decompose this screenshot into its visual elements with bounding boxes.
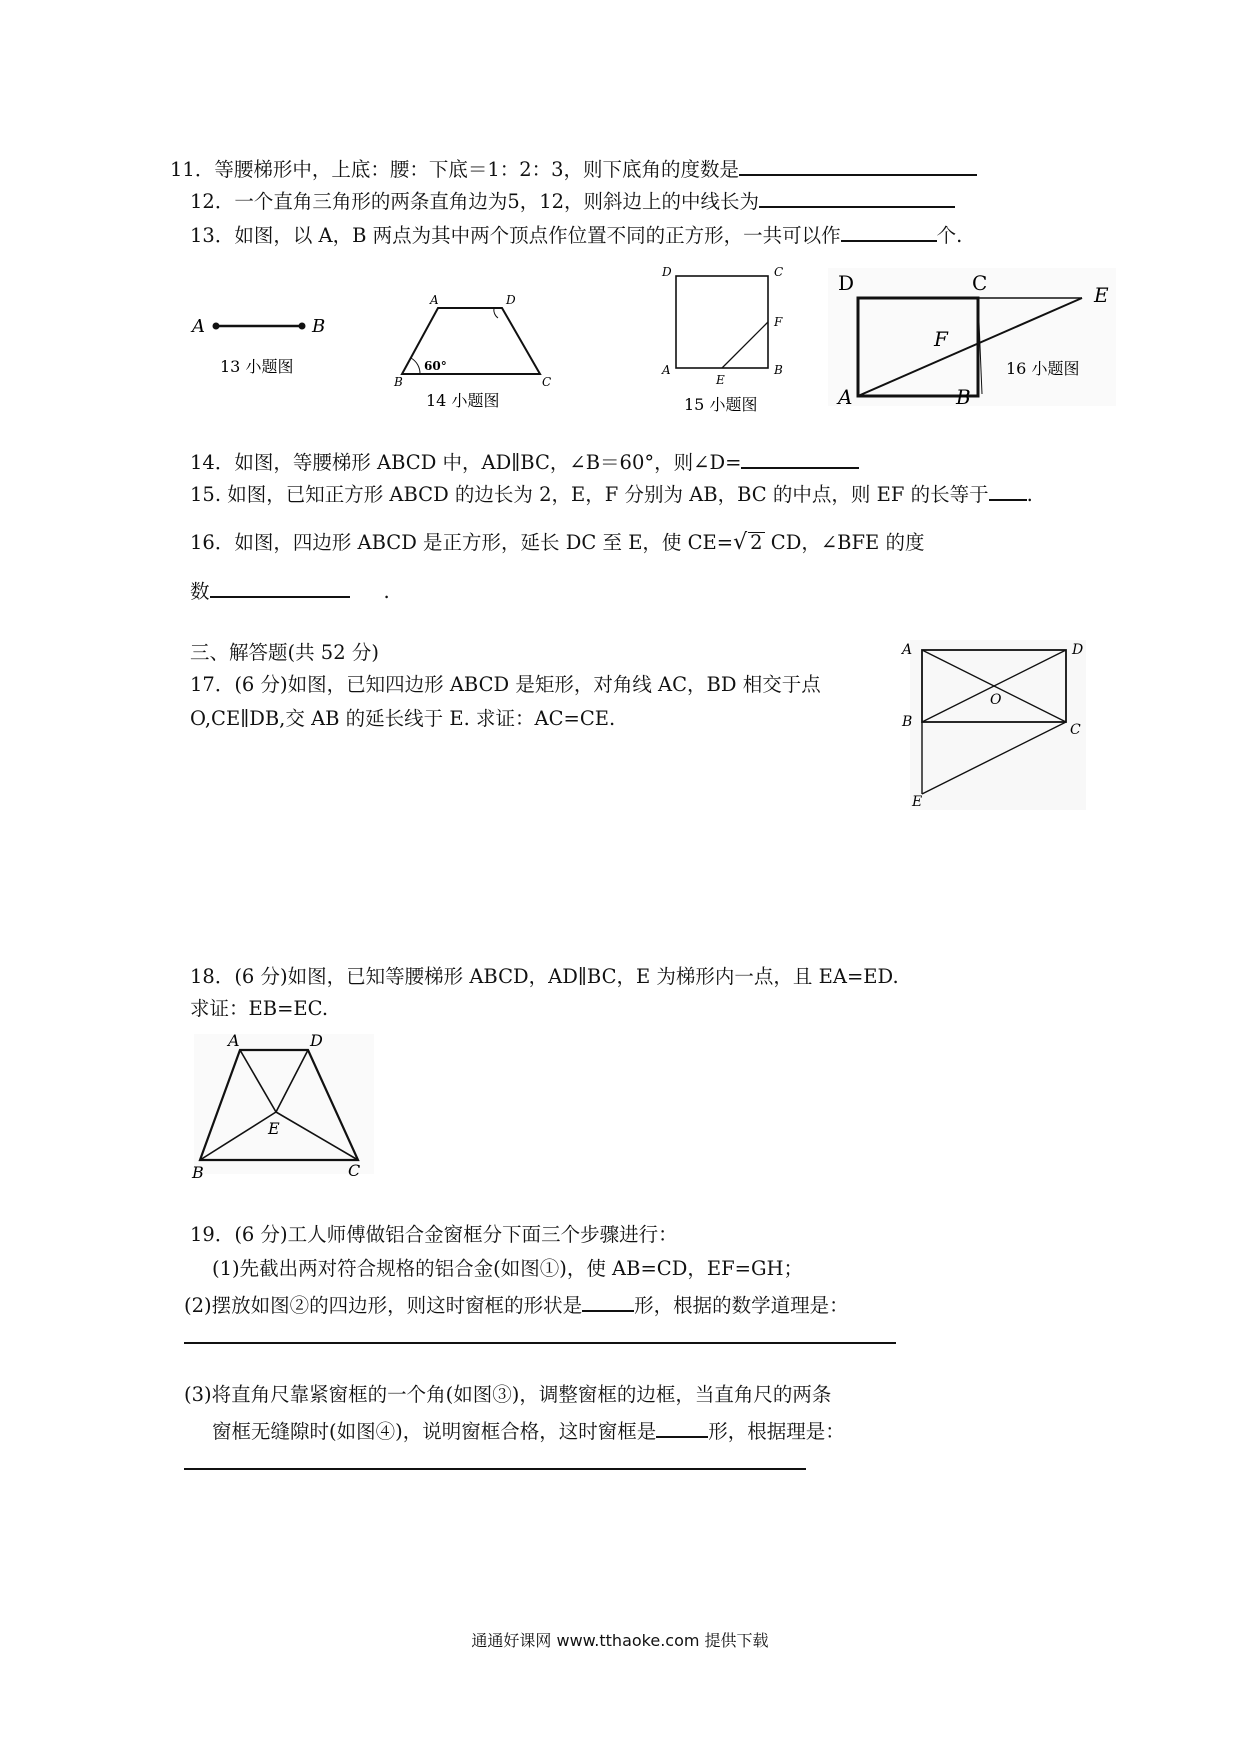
question-12-text: 12．一个直角三角形的两条直角边为5，12，则斜边上的中线长为: [190, 190, 760, 213]
fig17-label-a: A: [902, 642, 913, 658]
question-18-line-2: 求证：EB=EC.: [190, 997, 329, 1020]
answer-blank-12: [759, 186, 955, 208]
fig15-label-a: A: [662, 363, 671, 377]
fig16-label-c: C: [972, 271, 988, 295]
fig18-label-b: B: [192, 1163, 204, 1180]
question-17-line-2: O,CE∥DB,交 AB 的延长线于 E. 求证：AC=CE.: [190, 707, 616, 730]
fig15-label-b: B: [774, 363, 783, 377]
question-16-text: 16．如图，四边形 ABCD 是正方形，延长 DC 至 E，使 CE=: [190, 531, 734, 554]
fig15-caption: 15 小题图: [684, 395, 758, 414]
answer-line-19-reason-2: [184, 1468, 806, 1470]
fig15-label-e: E: [716, 373, 725, 387]
question-17-line-1: 17．(6 分)如图，已知四边形 ABCD 是矩形，对角线 AC，BD 相交于点: [190, 673, 821, 696]
fig16-label-e: E: [1094, 283, 1109, 307]
fig16-label-d: D: [838, 271, 855, 295]
figure-15: [656, 262, 806, 422]
fig16-label-f: F: [934, 327, 948, 351]
fig14-angle: 60°: [424, 359, 447, 373]
question-13-text: 13．如图，以 A，B 两点为其中两个顶点作位置不同的正方形，一共可以作: [190, 224, 841, 247]
answer-blank-19-shape-1: [582, 1290, 634, 1312]
question-19-line-4: (3)将直角尺靠紧窗框的一个角(如图③)，调整窗框的边框，当直角尺的两条: [184, 1383, 832, 1406]
fig18-label-c: C: [348, 1161, 361, 1180]
question-12: [190, 186, 955, 215]
fig17-label-b: B: [902, 714, 913, 730]
figure-13: [188, 310, 348, 380]
answer-blank-13: [841, 220, 937, 242]
question-19-line-2: (1)先截出两对符合规格的铝合金(如图①)，使 AB=CD，EF=GH；: [212, 1257, 804, 1280]
question-18-line-1: 18．(6 分)如图，已知等腰梯形 ABCD，AD∥BC，E 为梯形内一点，且 EA=ED.: [190, 965, 899, 988]
fig18-label-d: D: [310, 1031, 323, 1050]
question-16-sqrt: 2: [750, 531, 763, 554]
question-19-line-5-b: 形，根据理是：: [708, 1420, 845, 1443]
fig16-label-a: A: [838, 385, 853, 409]
fig18-label-a: A: [228, 1031, 240, 1050]
question-15-suffix: .: [1026, 483, 1033, 506]
fig13-label-a: A: [192, 316, 205, 337]
section-3-title: 三、解答题(共 52 分): [190, 641, 379, 664]
page-footer: 通通好课网 www.tthaoke.com 提供下载: [471, 1631, 769, 1650]
fig14-label-b: B: [394, 375, 403, 389]
figure-18: [188, 1030, 378, 1180]
fig13-label-b: B: [312, 316, 326, 337]
question-15-text: 15. 如图，已知正方形 ABCD 的边长为 2，E，F 分别为 AB，BC 的中点，则 EF 的长等于: [190, 483, 989, 506]
fig14-caption: 14 小题图: [426, 391, 500, 410]
answer-line-19-reason-1: [184, 1342, 896, 1344]
fig17-label-o: O: [990, 692, 1002, 708]
figure-16: [826, 262, 1126, 412]
answer-blank-19-shape-2: [656, 1416, 708, 1438]
answer-blank-15: [989, 479, 1027, 501]
question-19-line-1: 19．(6 分)工人师傅做铝合金窗框分下面三个步骤进行：: [190, 1223, 678, 1246]
question-16-text-b: CD，∠BFE 的度: [764, 531, 925, 554]
answer-blank-11: [739, 154, 977, 176]
question-13-suffix: 个.: [936, 224, 963, 247]
fig16-caption: 16 小题图: [1006, 359, 1080, 378]
fig13-caption: 13 小题图: [220, 357, 294, 376]
question-19-line-3: [184, 1290, 849, 1319]
figure-17: [898, 636, 1088, 816]
question-16-text-c: 数: [190, 580, 210, 603]
question-19-line-3-b: 形，根据的数学道理是：: [634, 1294, 849, 1317]
figure-14: [390, 290, 570, 415]
question-16: 16．如图，四边形 ABCD 是正方形，延长 DC 至 E，使 CE=√ 2 CD，∠BFE 的度: [190, 530, 925, 555]
question-15: [190, 479, 1033, 508]
question-19-line-5-a: 窗框无缝隙时(如图④)，说明窗框合格，这时窗框是: [212, 1420, 657, 1443]
fig16-label-b: B: [956, 385, 971, 409]
fig18-label-e: E: [268, 1119, 280, 1138]
question-16-continuation: [190, 576, 390, 605]
fig15-label-d: D: [662, 265, 672, 279]
question-13: [190, 220, 962, 249]
question-14-text: 14．如图，等腰梯形 ABCD 中，AD∥BC，∠B＝60°，则∠D=: [190, 451, 742, 474]
answer-blank-16: [210, 576, 350, 598]
question-19-line-3-a: (2)摆放如图②的四边形，则这时窗框的形状是: [184, 1294, 583, 1317]
question-11: [170, 154, 977, 183]
question-11-text: 11．等腰梯形中，上底：腰：下底＝1：2：3，则下底角的度数是: [170, 158, 740, 181]
fig17-label-e: E: [912, 794, 923, 810]
question-14: [190, 447, 859, 476]
question-16-text-d: .: [383, 580, 390, 603]
fig15-label-f: F: [774, 315, 783, 329]
question-19-line-5: [212, 1416, 845, 1445]
fig14-label-c: C: [542, 375, 552, 389]
fig17-label-d: D: [1072, 642, 1084, 658]
fig14-label-d: D: [506, 293, 516, 307]
answer-blank-14: [741, 447, 859, 469]
fig14-label-a: A: [430, 293, 439, 307]
fig15-label-c: C: [774, 265, 784, 279]
fig17-label-c: C: [1070, 722, 1081, 738]
